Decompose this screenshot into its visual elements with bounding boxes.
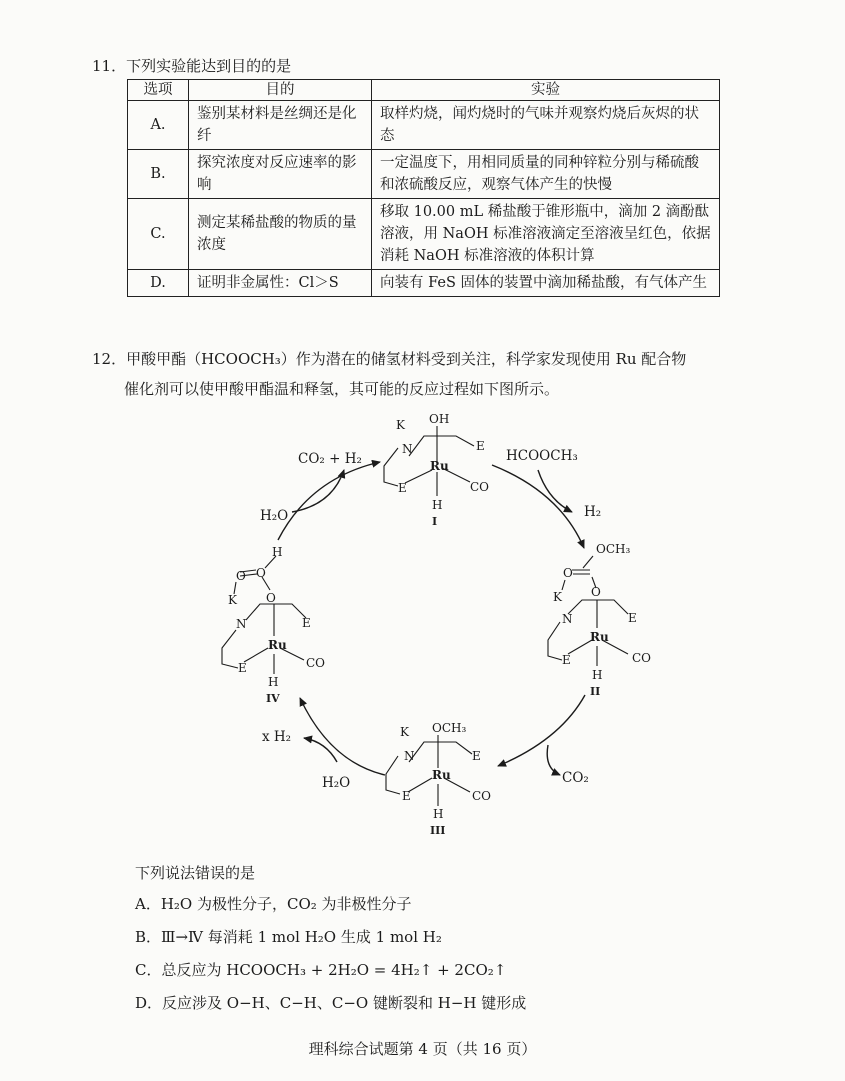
atom-e: E xyxy=(402,789,411,803)
atom-n: N xyxy=(562,612,573,626)
atom-e: E xyxy=(238,661,247,675)
question-12-stem-line1: 12．甲酸甲酯（HCOOCH₃）作为潜在的储氢材料受到关注，科学家发现使用 Ru 配合物 xyxy=(92,350,687,368)
page-footer: 理科综合试题第 4 页（共 16 页） xyxy=(308,1040,537,1058)
reagent-h2o-lower: H₂O xyxy=(322,775,351,791)
row-experiment: 取样灼烧，闻灼烧时的气味并观察灼烧后灰烬的状态 xyxy=(372,101,720,150)
ligand-och3: OCH₃ xyxy=(432,721,467,735)
atom-k: K xyxy=(228,593,237,607)
curl-co2-out xyxy=(547,745,560,775)
reagent-xh2: x H₂ xyxy=(262,729,292,745)
atom-k: K xyxy=(400,725,409,739)
reagent-co2: CO₂ xyxy=(562,770,589,786)
atom-e: E xyxy=(302,616,311,630)
row-experiment: 向装有 FeS 固体的装置中滴加稀盐酸，有气体产生 xyxy=(372,270,720,297)
complex-iii xyxy=(386,721,491,837)
atom-h: H xyxy=(272,545,283,559)
arrow-ii-to-iii xyxy=(498,695,585,766)
atom-o: O xyxy=(266,591,276,605)
atom-e: E xyxy=(562,653,571,667)
reagent-h2o-upper: H₂O xyxy=(260,508,289,524)
complex-label-iv: IV xyxy=(266,692,280,705)
arrow-iv-to-i xyxy=(278,462,380,540)
complex-iv xyxy=(222,545,325,705)
choice-a[interactable]: A．H₂O 为极性分子，CO₂ 为非极性分子 xyxy=(135,895,412,913)
reagent-co2-h2: CO₂ + H₂ xyxy=(298,451,362,467)
atom-n: N xyxy=(404,749,415,763)
row-option: C. xyxy=(128,199,189,270)
row-experiment: 一定温度下，用相同质量的同种锌粒分别与稀硫酸和浓硫酸反应，观察气体产生的快慢 xyxy=(372,150,720,199)
question-11-stem: 11．下列实验能达到目的的是 xyxy=(92,57,292,75)
atom-o: O xyxy=(236,569,246,583)
question-12-lead: 下列说法错误的是 xyxy=(135,864,256,882)
atom-ru: Ru xyxy=(430,459,449,473)
complex-label-i: I xyxy=(432,515,438,528)
ligand-och3: OCH₃ xyxy=(596,542,631,556)
row-experiment: 移取 10.00 mL 稀盐酸于锥形瓶中，滴加 2 滴酚酞溶液，用 NaOH 标准溶液滴定至溶液呈红色，依据消耗 NaOH 标准溶液的体积计算 xyxy=(372,199,720,270)
row-option: D. xyxy=(128,270,189,297)
ligand-co: CO xyxy=(470,480,490,494)
row-goal: 测定某稀盐酸的物质的量浓度 xyxy=(189,199,372,270)
atom-ru: Ru xyxy=(432,768,451,782)
atom-ru: Ru xyxy=(590,630,609,644)
row-goal: 鉴别某材料是丝绸还是化纤 xyxy=(189,101,372,150)
atom-e: E xyxy=(398,481,407,495)
question-12-stem-line2: 催化剂可以使甲酸甲酯温和释氢，其可能的反应过程如下图所示。 xyxy=(124,380,560,398)
row-option: A. xyxy=(128,101,189,150)
complex-label-ii: II xyxy=(590,685,601,698)
complex-ii xyxy=(548,542,651,698)
atom-e: E xyxy=(628,611,637,625)
answer-choices xyxy=(135,892,526,1024)
reagent-hcooch3: HCOOCH₃ xyxy=(506,448,578,464)
choice-b[interactable]: B．Ⅲ→Ⅳ 每消耗 1 mol H₂O 生成 1 mol H₂ xyxy=(135,928,442,946)
atom-c-o: O xyxy=(256,566,266,580)
row-goal: 探究浓度对反应速率的影响 xyxy=(189,150,372,199)
complex-i xyxy=(384,412,489,528)
atom-k: K xyxy=(553,590,562,604)
row-goal: 证明非金属性：Cl＞S xyxy=(189,270,372,297)
atom-o: O xyxy=(563,566,573,580)
row-option: B. xyxy=(128,150,189,199)
choice-d[interactable]: D．反应涉及 O−H、C−H、C−O 键断裂和 H−H 键形成 xyxy=(135,994,527,1012)
header-goal: 目的 xyxy=(189,80,372,101)
header-option: 选项 xyxy=(128,80,189,101)
atom-n: N xyxy=(402,442,413,456)
choice-c[interactable]: C．总反应为 HCOOCH₃ + 2H₂O = 4H₂↑ + 2CO₂↑ xyxy=(135,961,507,979)
atom-h: H xyxy=(432,498,443,512)
atom-h: H xyxy=(433,807,444,821)
atom-k: K xyxy=(396,418,405,432)
ligand-oh: OH xyxy=(429,412,450,426)
complex-label-iii: III xyxy=(430,824,446,837)
curl-xh2-out xyxy=(304,738,337,762)
atom-h: H xyxy=(592,668,603,682)
atom-e: E xyxy=(472,749,481,763)
atom-e: E xyxy=(476,439,485,453)
atom-h: H xyxy=(268,675,279,689)
arrow-iii-to-iv xyxy=(300,698,385,775)
reagent-h2: H₂ xyxy=(584,504,602,520)
ligand-co: CO xyxy=(306,656,326,670)
atom-n: N xyxy=(236,617,247,631)
atom-ru: Ru xyxy=(268,638,287,652)
atom-o: O xyxy=(591,585,601,599)
ligand-co: CO xyxy=(632,651,652,665)
arrow-i-to-ii xyxy=(492,465,584,548)
ligand-co: CO xyxy=(472,789,492,803)
header-experiment: 实验 xyxy=(372,80,720,101)
